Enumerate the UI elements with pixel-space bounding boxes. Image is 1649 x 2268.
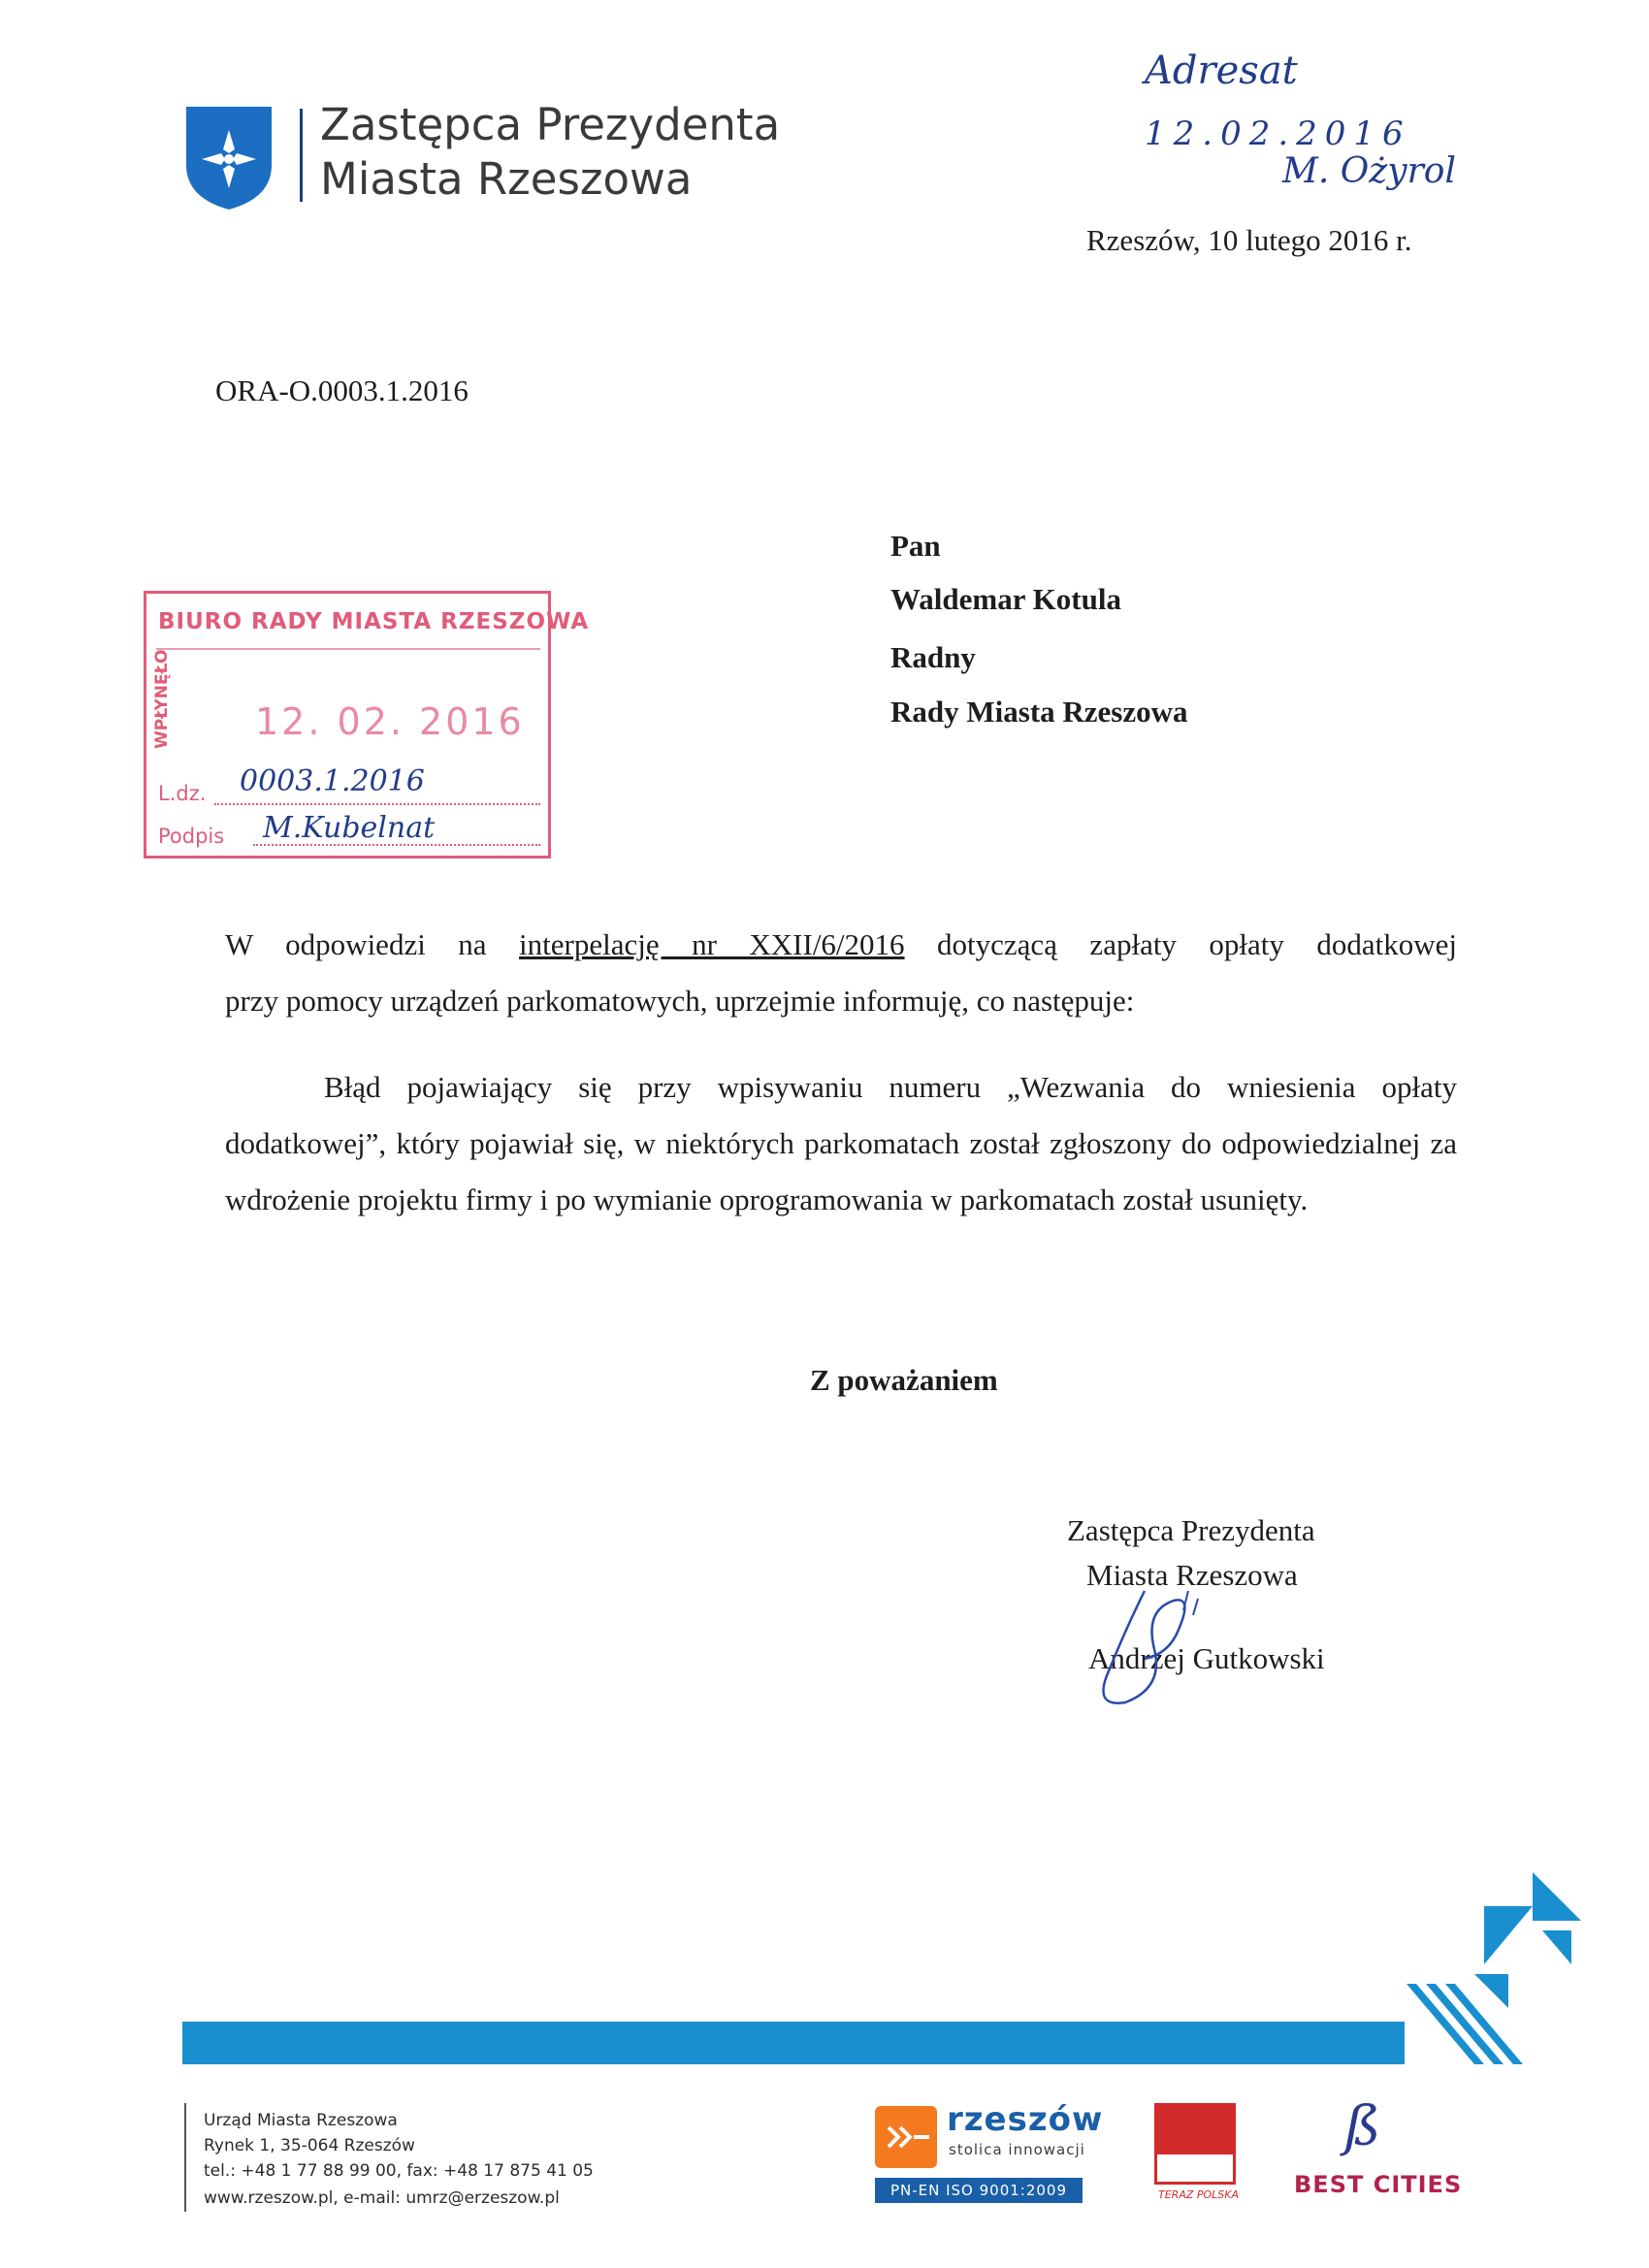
paragraph-2 (225, 1059, 1457, 1228)
logo-divider (300, 109, 303, 202)
letter-date: Rzeszów, 10 lutego 2016 r. (1086, 223, 1412, 257)
stamp-ldz-dotted-line (214, 803, 540, 805)
para1-suffix: dotyczącą zapłaty opłaty dodatkowej (904, 927, 1458, 961)
stamp-date: 12. 02. 2016 (255, 700, 525, 743)
iso-certification-badge: PN-EN ISO 9001:2009 (875, 2178, 1083, 2203)
best-cities-monogram-icon: ß (1344, 2095, 1381, 2158)
paragraph-1-line2: przy pomocy urządzeń parkomatowych, uprzejmie informuję, co następuje: (225, 984, 1135, 1018)
handwritten-note-date: 12.02.2016 (1145, 114, 1411, 153)
stamp-divider (156, 648, 540, 650)
footer-divider (184, 2103, 186, 2212)
recipient-line: Rady Miasta Rzeszowa (890, 695, 1188, 729)
best-cities-label: BEST CITIES (1294, 2171, 1463, 2198)
handwritten-note-signature: M. Ożyrol (1282, 151, 1456, 191)
footer-office-name: Urząd Miasta Rzeszowa (204, 2111, 398, 2130)
stamp-podpis-label: Podpis (158, 825, 225, 848)
rzeszow-logo-tagline: stolica innowacji (949, 2141, 1085, 2158)
paragraph-2-rest: dodatkowej”, który pojawiał się, w niektórych parkomatach został zgłoszony do odpowiedzialnej za wdrożenie projektu firmy i po wymianie oprogramowania w parkomatach został usunięty. (225, 1126, 1457, 1216)
teraz-polska-label: TERAZ POLSKA (1158, 2188, 1240, 2201)
handwritten-signature (1086, 1571, 1261, 1717)
footer-triangles-decoration (1339, 1872, 1591, 2066)
teraz-polska-red-field (1157, 2106, 1236, 2155)
para1-prefix: W odpowiedzi na (225, 927, 520, 961)
stamp-title: BIURO RADY MIASTA RZESZOWA (158, 609, 590, 634)
signature-title-line2: Miasta Rzeszowa (1086, 1558, 1298, 1592)
footer-web-email: www.rzeszow.pl, e-mail: umrz@erzeszow.pl (204, 2188, 560, 2208)
paragraph-1-line1 (225, 917, 1457, 973)
stamp-podpis-value: M.Kubelnat (263, 811, 436, 845)
rzeszow-innovation-logo (875, 2100, 1104, 2207)
paragraph-2-line1: Błąd pojawiający się przy wpisywaniu numeru „Wezwania do wniesienia opłaty (324, 1070, 1457, 1104)
recipient-line: Pan (890, 529, 941, 563)
signature-title-line1: Zastępca Prezydenta (1067, 1513, 1315, 1547)
header-org-line2: Miasta Rzeszowa (320, 153, 693, 205)
city-coat-of-arms-icon (184, 105, 274, 211)
footer-address: Rynek 1, 35-064 Rzeszów (204, 2136, 415, 2155)
recipient-line: Waldemar Kotula (890, 582, 1121, 616)
best-cities-logo (1290, 2095, 1465, 2208)
incoming-stamp (144, 591, 590, 859)
reference-number: ORA-O.0003.1.2016 (215, 373, 469, 407)
handwritten-note-line1: Adresat (1145, 49, 1298, 93)
footer-accent-band (182, 2022, 1405, 2064)
closing-salutation: Z poważaniem (810, 1363, 998, 1397)
stamp-ldz-value: 0003.1.2016 (240, 764, 425, 798)
rzeszow-logo-name: rzeszów (947, 2100, 1104, 2139)
teraz-polska-flag-icon (1154, 2103, 1236, 2185)
header-org-line1: Zastępca Prezydenta (320, 99, 781, 150)
signature-name: Andrzej Gutkowski (1088, 1641, 1325, 1675)
interpellation-reference: interpelację nr XXII/6/2016 (519, 927, 905, 961)
stamp-side-label: WPŁYNĘŁO (152, 649, 172, 749)
stamp-ldz-label: L.dz. (158, 782, 207, 805)
recipient-line: Radny (890, 640, 976, 674)
rzeszow-arrows-icon (875, 2106, 937, 2168)
footer-phone: tel.: +48 1 77 88 99 00, fax: +48 17 875 41 05 (204, 2161, 594, 2181)
handwritten-receipt-note (1116, 49, 1542, 204)
teraz-polska-logo (1154, 2103, 1238, 2204)
